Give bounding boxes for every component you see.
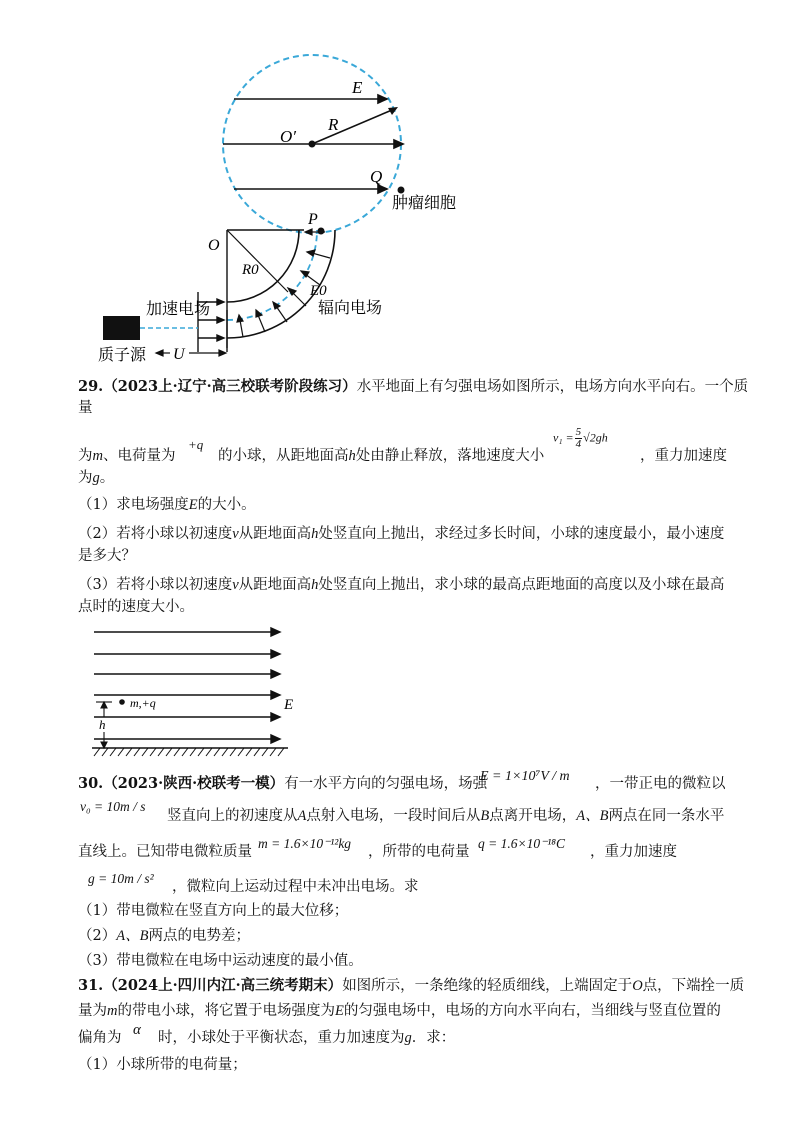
label-O-prime: O′ — [280, 127, 296, 146]
q29-p3-v: v — [232, 577, 239, 593]
q29-text1b: 量 — [78, 400, 93, 416]
q30-v0-value: v₀ = 10m / s — [80, 799, 146, 814]
q29-p2b: 从距地面高 — [238, 526, 312, 542]
label-R0: R0 — [242, 262, 259, 278]
q30-line3c — [590, 842, 677, 862]
q31-t3c: ．求： — [411, 1030, 456, 1046]
q30-t2b: 点射入电场，一段时间后从 — [306, 808, 481, 824]
q30-g-value: g = 10m / s² — [88, 871, 154, 886]
q30-line1 — [78, 774, 487, 794]
voltage-U-dimension — [156, 350, 226, 356]
q29-text2a: 为 — [78, 448, 93, 464]
q29-p2c: 处竖直向上抛出，求经过多长时间，小球的速度最小，最小速度 — [318, 526, 725, 542]
q29-p3a: （3）若将小球以初速度 — [78, 577, 233, 593]
q31-t2c: 的匀强电场中，电场的方向水平向右，当细线与竖直位置的 — [343, 1003, 721, 1019]
q31-number: 31. — [78, 977, 104, 994]
q29-text3a: 为 — [78, 470, 93, 486]
radius-R-arrow — [312, 110, 392, 144]
q30-point-B: B — [480, 808, 490, 824]
q29-text1: 水平地面上有匀强电场如图所示，电场方向水平向右。一个质 — [356, 379, 749, 395]
q31-line2 — [78, 1001, 721, 1021]
q30-t1b: ，一带正电的微粒以 — [595, 776, 726, 792]
q29-var-m: m — [92, 448, 103, 464]
q29-v1-num: 5 — [575, 426, 582, 438]
label-Q: Q — [370, 167, 383, 186]
label-E0: E0 — [310, 283, 327, 299]
q31-t3b: 时，小球处于平衡状态，重力加速度为 — [158, 1030, 405, 1046]
q31-line3b — [158, 1028, 455, 1048]
q29-p2a: （2）若将小球以初速度 — [78, 526, 233, 542]
q29-text2e: ，重力加速度 — [640, 448, 727, 464]
q31-part1 — [78, 1055, 247, 1075]
q29-part2b — [78, 546, 136, 566]
q30-point-A: A — [297, 808, 307, 824]
q29-v1-formula — [553, 427, 608, 450]
q29-v1-radical: √2gh — [583, 430, 608, 445]
q29-v1-fraction — [575, 427, 583, 450]
q30-source: （2023·陕西·校联考一模） — [103, 775, 285, 792]
q30-line3 — [78, 842, 252, 862]
q29-line1 — [78, 377, 748, 397]
q29-part3 — [78, 575, 724, 595]
q29-text3b: 。 — [99, 470, 115, 486]
q30-t3: 直线上。已知带电微粒质量 — [78, 844, 252, 860]
q29-line2 — [78, 446, 175, 466]
q30-AB: A、B — [576, 808, 609, 824]
q29-part1 — [78, 495, 256, 515]
q30-t2: 竖直向上的初速度从 — [167, 808, 298, 824]
q31-source: （2024上·四川内江·高三统考期末） — [103, 977, 343, 994]
q31-t1: 如图所示，一条绝缘的轻质细线，上端固定于 — [342, 978, 633, 994]
q31-var-g: g — [404, 1030, 412, 1046]
q29-p2d: 是多大？ — [78, 548, 136, 564]
q30-part2 — [78, 926, 250, 946]
q31-point-O: O — [632, 978, 643, 994]
field-lines — [94, 628, 280, 743]
q29-p1a: （1）求电场强度 — [78, 497, 189, 513]
fig2-label-h: h — [99, 717, 106, 732]
label-proton-source: 质子源 — [98, 345, 147, 364]
label-E: E — [352, 78, 363, 97]
q30-q-value: q = 1.6×10⁻¹⁸C — [478, 836, 565, 851]
q29-p2-h: h — [311, 526, 319, 542]
figure-proton-device — [90, 10, 490, 370]
q30-number: 30. — [78, 775, 104, 792]
q30-t3c: ，重力加速度 — [590, 844, 677, 860]
center-O-prime — [309, 141, 316, 148]
q31-t3: 偏角为 — [78, 1030, 122, 1046]
label-tumor: 肿瘤细胞 — [392, 193, 457, 212]
q29-v1-den: 4 — [575, 438, 582, 450]
q29-text2d: 处由静止释放，落地速度大小 — [355, 448, 545, 464]
q31-line3 — [78, 1028, 122, 1048]
q31-line1 — [78, 976, 744, 996]
label-P: P — [308, 211, 318, 228]
q29-var-h: h — [348, 448, 356, 464]
label-O: O — [208, 237, 220, 254]
proton-source-block — [103, 316, 140, 340]
q30-m-value: m = 1.6×10⁻¹²kg — [258, 836, 352, 851]
q29-line2c — [218, 446, 544, 466]
q30-p2b: 两点的电势差； — [148, 928, 250, 944]
q29-charge: +q — [188, 437, 204, 452]
q29-p2-v: v — [232, 526, 239, 542]
q31-var-E: E — [334, 1003, 344, 1019]
q29-p3-h: h — [311, 577, 319, 593]
q29-p1-E: E — [188, 497, 198, 513]
label-radial-field: 辐向电场 — [318, 298, 383, 317]
q30-line1b — [595, 774, 726, 794]
q31-alpha: α — [133, 1022, 141, 1038]
q31-var-m: m — [107, 1003, 118, 1019]
q30-line4 — [172, 877, 419, 897]
q29-number: 29. — [78, 378, 104, 395]
radius-line-R0 — [227, 230, 288, 292]
q31-t2b: 的带电小球，将它置于电场强度为 — [117, 1003, 335, 1019]
q29-line1b — [78, 398, 93, 418]
q30-p3: （3）带电微粒在电场中运动速度的最小值。 — [78, 953, 363, 969]
ground-hatching — [94, 748, 284, 756]
fig2-label-ball: m,+q — [130, 696, 156, 710]
q30-E-value: E = 1×10⁷V / m — [480, 769, 570, 784]
q29-source: （2023上·辽宁·高三校联考阶段练习） — [103, 378, 357, 395]
q29-p1b: 的大小。 — [197, 497, 256, 513]
q29-line2e — [640, 446, 727, 466]
q30-t2d: 两点在同一条水平 — [608, 808, 725, 824]
q31-p1: （1）小球所带的电荷量； — [78, 1057, 247, 1073]
ball — [119, 699, 125, 705]
fig2-label-E: E — [284, 697, 294, 713]
q29-part2 — [78, 524, 724, 544]
q29-line3 — [78, 468, 114, 488]
label-accel-field: 加速电场 — [146, 299, 211, 318]
q31-t2: 量为 — [78, 1003, 107, 1019]
q30-part1 — [78, 901, 348, 921]
q30-p2-AB: A、B — [116, 928, 149, 944]
q29-var-g: g — [92, 470, 100, 486]
q29-text2b: 、电荷量为 — [102, 448, 176, 464]
q30-t4: ，微粒向上运动过程中未冲出电场。求 — [172, 879, 419, 895]
q30-p2a: （2） — [78, 928, 117, 944]
q29-p3b: 从距地面高 — [238, 577, 312, 593]
q30-line3b — [368, 842, 470, 862]
label-U: U — [173, 346, 185, 363]
q29-text2c: 的小球，从距地面高 — [218, 448, 349, 464]
label-R: R — [328, 115, 339, 134]
q30-p1: （1）带电微粒在竖直方向上的最大位移； — [78, 903, 349, 919]
q29-v1-lhs: v₁ = — [553, 430, 574, 445]
q29-p3c: 处竖直向上抛出，求小球的最高点距地面的高度以及小球在最高 — [318, 577, 725, 593]
q30-line2 — [167, 806, 724, 826]
q30-t2c: 点离开电场， — [489, 808, 577, 824]
q31-t1b: 点，下端拴一质 — [642, 978, 745, 994]
point-P — [318, 228, 325, 235]
q30-part3 — [78, 951, 363, 971]
q29-p3d: 点时的速度大小。 — [78, 599, 194, 615]
q29-part3b — [78, 597, 194, 617]
figure-uniform-field — [88, 622, 308, 757]
q30-t1: 有一水平方向的匀强电场，场强 — [284, 776, 488, 792]
q30-t3b: ，所带的电荷量 — [368, 844, 470, 860]
